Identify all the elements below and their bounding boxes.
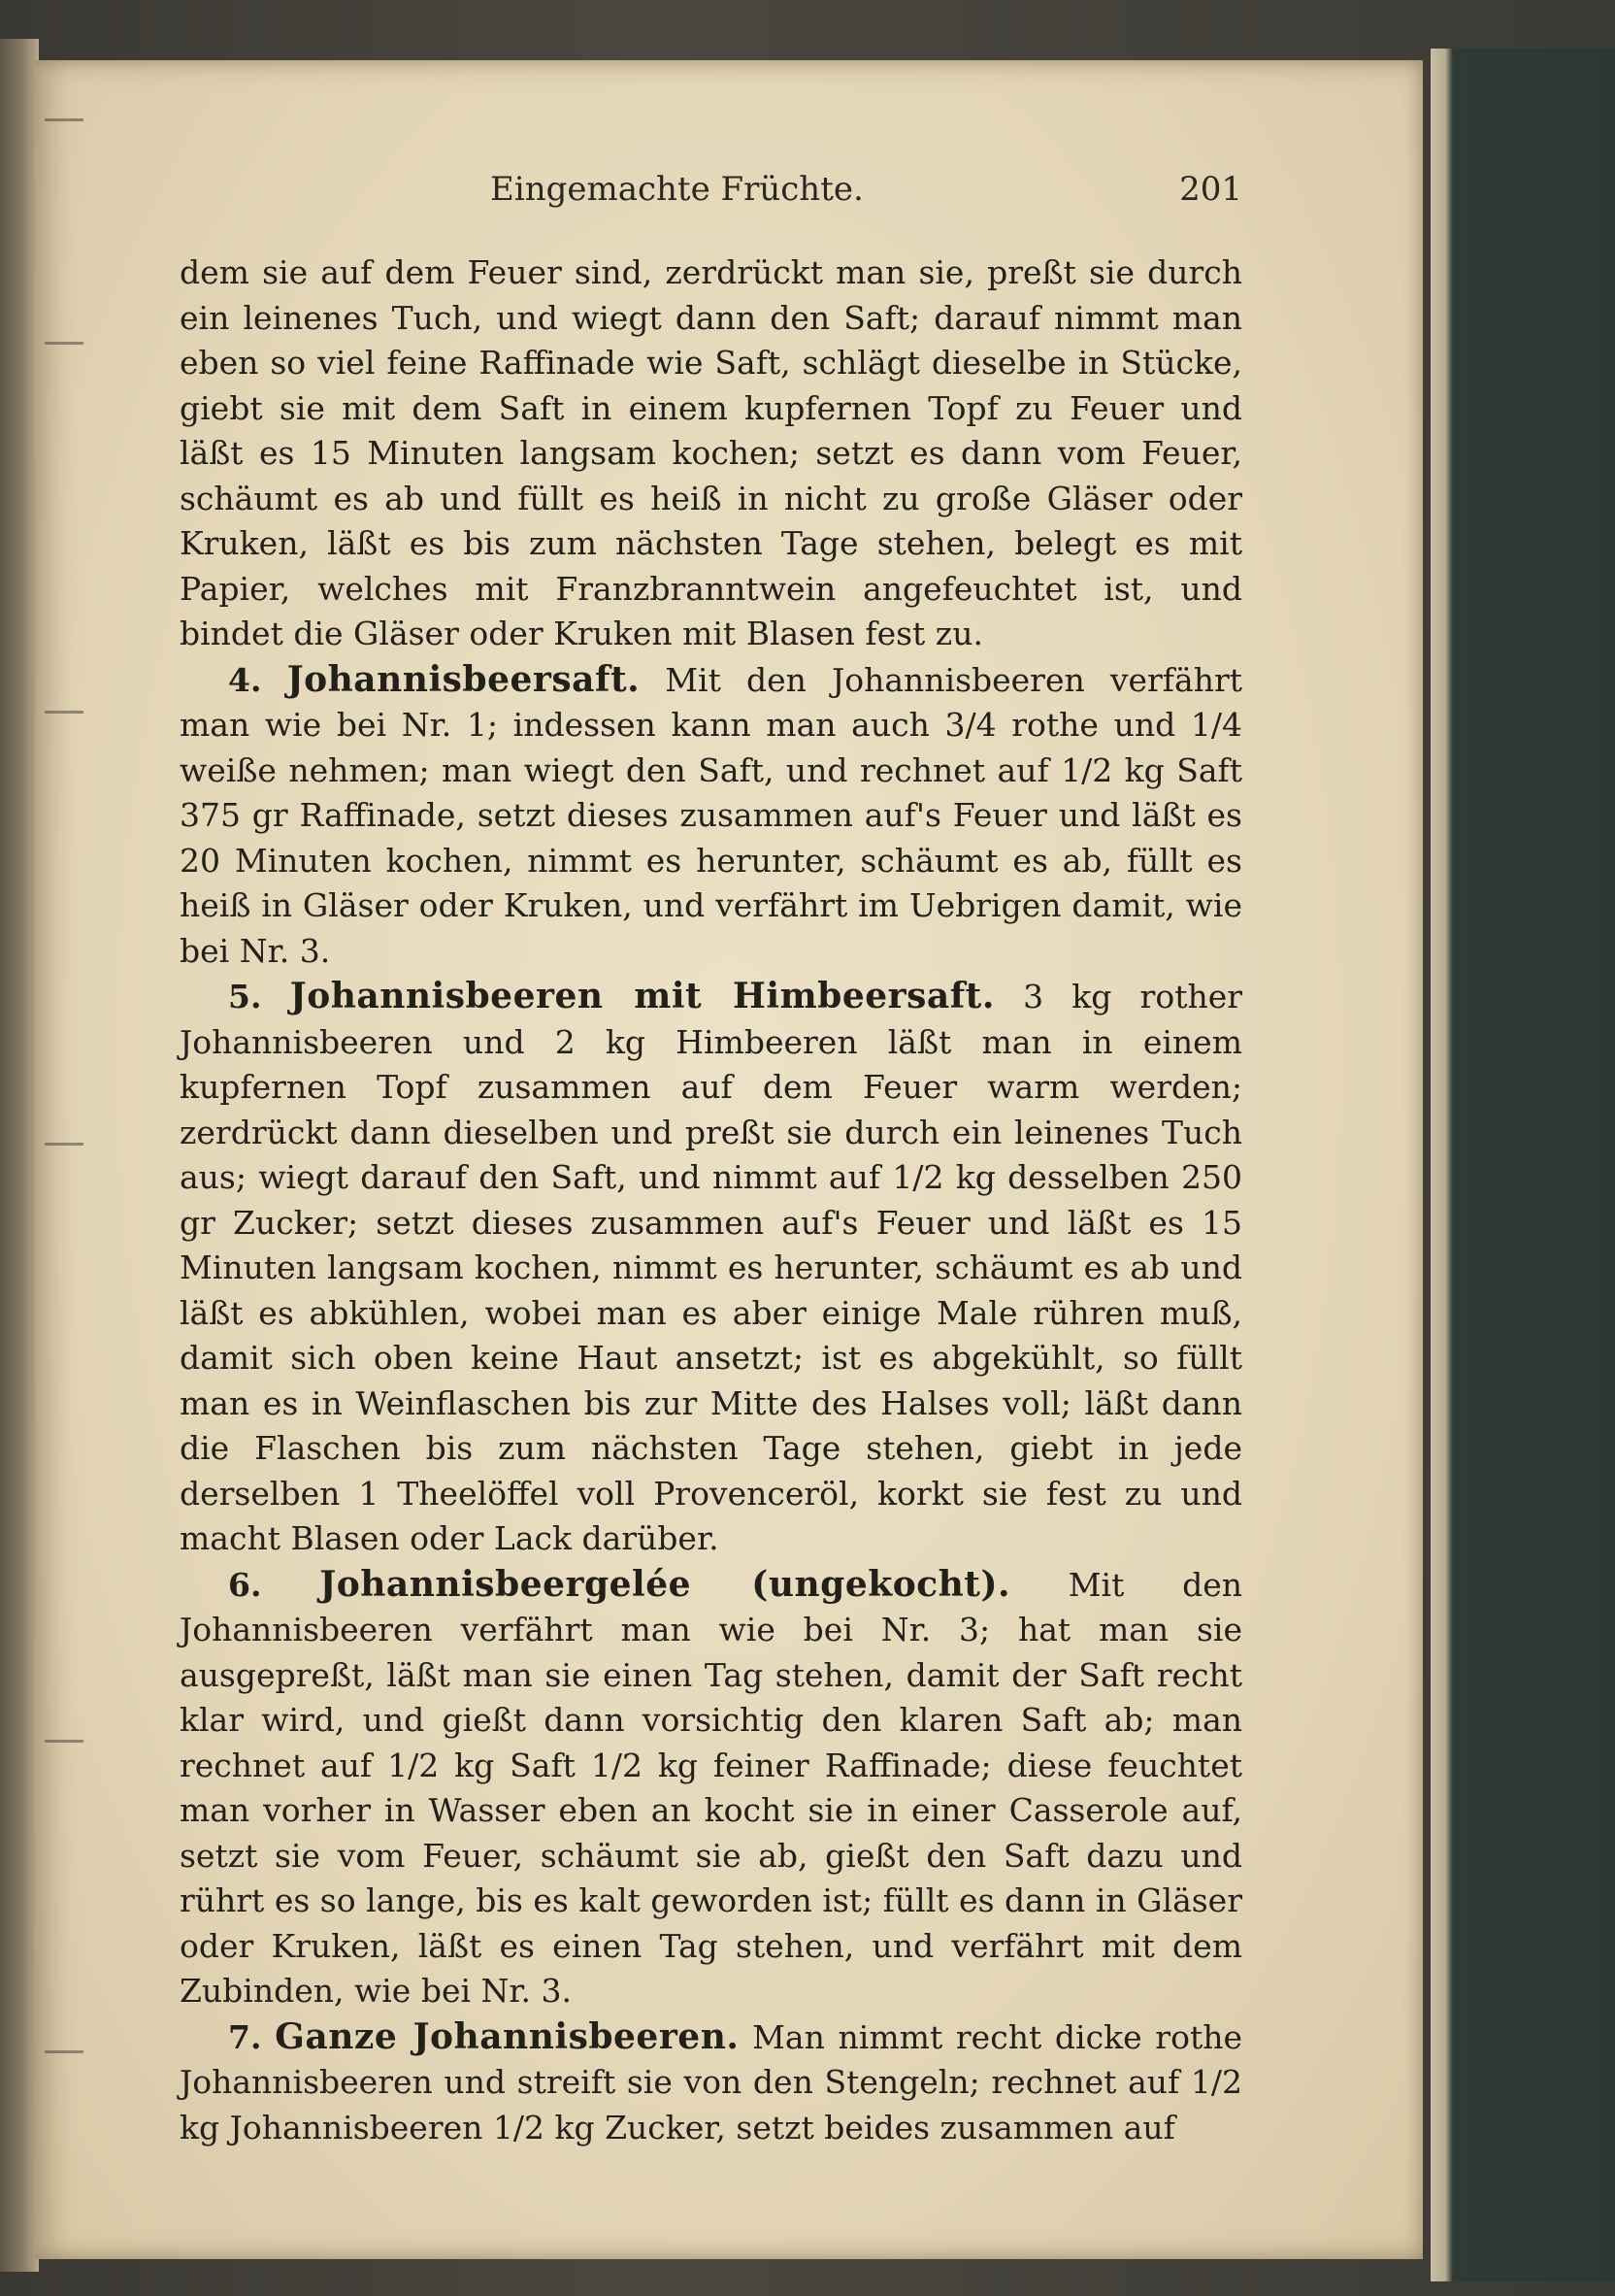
binding-mark <box>45 118 83 129</box>
paragraph-body: Man nimmt recht dicke rothe Johannisbeeren und streift sie von den Stengeln; rechnet auf 1/2 kg Johannisbeeren 1/2 kg Zucker, setzt beides zusammen auf <box>180 2017 1242 2146</box>
recipe-number: 4. <box>228 660 262 699</box>
recipe-number: 6. <box>228 1565 262 1604</box>
recipe-heading: Johannisbeergelée (ungekocht). <box>319 1563 1011 1605</box>
page-header <box>180 170 1242 218</box>
book-spine-edge <box>0 39 39 2272</box>
binding-mark <box>45 1740 83 1750</box>
binding-mark <box>45 1143 83 1153</box>
recipe-number: 7. <box>228 2017 262 2056</box>
binding-mark <box>45 342 83 352</box>
recipe-heading: Ganze Johannisbeeren. <box>275 2015 740 2057</box>
binding-mark <box>45 2050 83 2061</box>
page-text <box>180 250 1242 2150</box>
paragraph-body: Mit den Johannisbeeren verfährt man wie bei Nr. 1; indessen kann man auch 3/4 rothe und 1/4 weiße nehmen; man wiegt den Saft, und rechnet auf 1/2 kg Saft 375 gr Raffinade, setzt dieses zusammen auf's Feuer und läßt es 20 Minuten kochen, nimmt es herunter, schäumt es ab, füllt es heiß in Gläser oder Kruken, und verfährt im Uebrigen damit, wie bei Nr. 3. <box>180 660 1242 970</box>
recipe-paragraph <box>180 974 1242 1562</box>
paragraph-body: dem sie auf dem Feuer sind, zerdrückt man sie, preßt sie durch ein leinenes Tuch, und wiegt dann den Saft; darauf nimmt man eben so viel feine Raffinade wie Saft, schlägt dieselbe in Stücke, giebt sie mit dem Saft in einem kupfernen Topf zu Feuer und läßt es 15 Minuten langsam kochen; setzt es dann vom Feuer, schäumt es ab und füllt es heiß in nicht zu große Gläser oder Kruken, läßt es bis zum nächsten Tage stehen, belegt es mit Papier, welches mit Franzbranntwein angefeuchtet ist, und bindet die Gläser oder Kruken mit Blasen fest zu. <box>180 253 1242 652</box>
running-title: Eingemachte Früchte. <box>490 170 864 209</box>
recipe-heading: Johannisbeersaft. <box>286 658 641 700</box>
paragraph-body: Mit den Johannisbeeren verfährt man wie bei Nr. 3; hat man sie ausgepreßt, läßt man sie einen Tag stehen, damit der Saft recht klar wird, und gießt dann vorsichtig den klaren Saft ab; man rechnet auf 1/2 kg Saft 1/2 kg feiner Raffinade; diese feuchtet man vorher in Wasser eben an kocht sie in einer Casserole auf, setzt sie vom Feuer, schäumt sie ab, gießt den Saft dazu und rührt es so lange, bis es kalt geworden ist; füllt es dann in Gläser oder Kruken, läßt es einen Tag stehen, und verfährt mit dem Zubinden, wie bei Nr. 3. <box>180 1565 1242 2010</box>
binding-mark <box>45 711 83 721</box>
recipe-number: 5. <box>228 978 262 1015</box>
recipe-paragraph <box>180 657 1242 975</box>
recipe-heading: Johannisbeeren mit Himbeersaft. <box>289 976 995 1016</box>
book-cover-edge <box>1431 49 1615 2281</box>
recipe-paragraph <box>180 1562 1242 2014</box>
paragraph-body: 3 kg rother Johannisbeeren und 2 kg Himbeeren läßt man in einem kupfernen Topf zusammen auf dem Feuer warm werden; zerdrückt dann dieselben und preßt sie durch ein leinenes Tuch aus; wiegt darauf den Saft, und nimmt auf 1/2 kg desselben 250 gr Zucker; setzt dieses zusammen auf's Feuer und läßt es 15 Minuten langsam kochen, nimmt es herunter, schäumt es ab und läßt es abkühlen, wobei man es aber einige Male rühren muß, damit sich oben keine Haut ansetzt; ist es abgekühlt, so füllt man es in Weinflaschen bis zur Mitte des Halses voll; läßt dann die Flaschen bis zum nächsten Tage stehen, giebt in jede derselben 1 Theelöffel voll Provenceröl, korkt sie fest zu und macht Blasen oder Lack darüber. <box>180 978 1243 1557</box>
recipe-paragraph <box>180 2014 1242 2151</box>
paragraph-continuation <box>180 250 1242 657</box>
page-number: 201 <box>1179 170 1242 209</box>
